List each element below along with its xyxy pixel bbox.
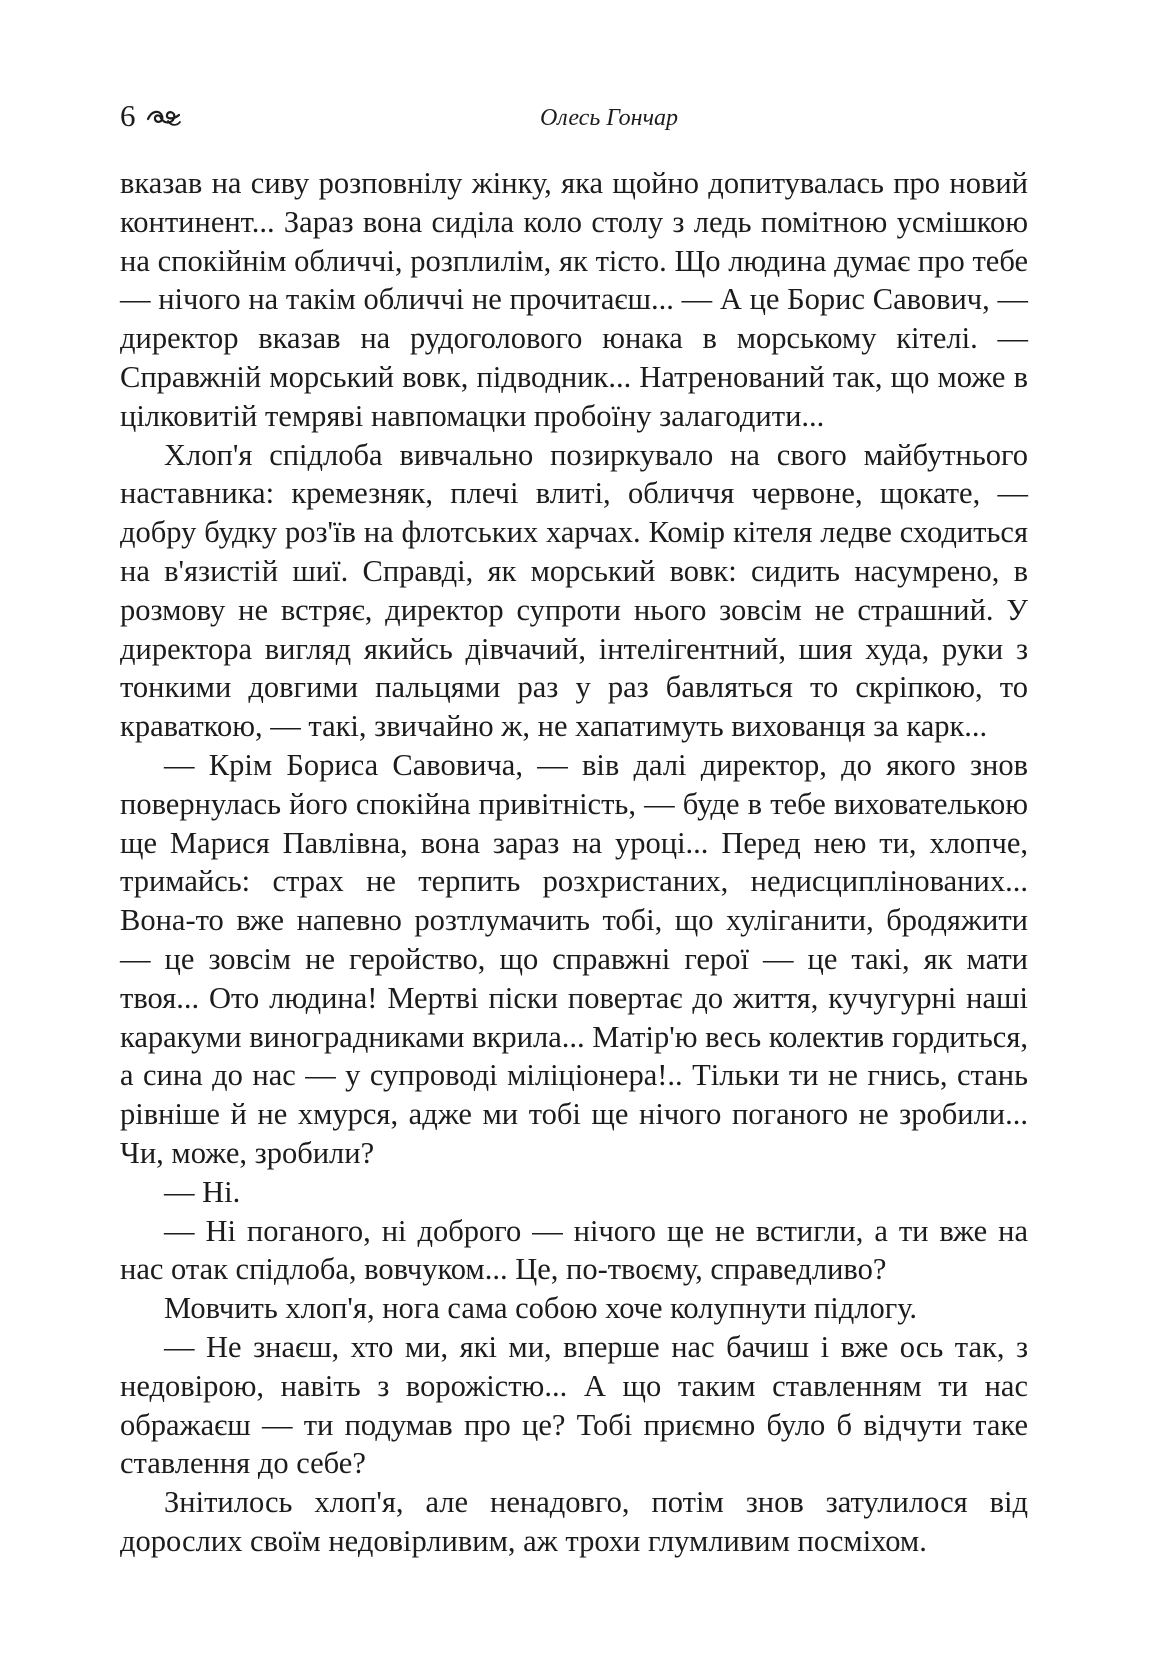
- paragraph-7: — Не знаєш, хто ми, які ми, вперше нас бачиш і вже ось так, з недовірою, навіть з ворожістю... А що таким ставленням ти нас ображаєш — ти подумав про це? Тобі приємно було б відчути таке ставлення до себе?: [120, 1329, 1028, 1481]
- paragraph-3: — Крім Бориса Савовича, — вів далі директор, до якого знов повернулась його спокійна привітність, — буде в тебе вихователькою ще Марися Павлівна, вона зараз на уроці... Перед нею ти, хлопче, тримайсь: страх не терпить розхристаних, недисциплінованих... Вона-то вже напевно розтлумачить тобі, що хуліганити, бродяжити — це зовсім не геройство, що справжні герої — це такі, як мати твоя... Ото людина! Мертві піски повертає до життя, кучугурні наші каракуми виноградниками вкрила... Матір'ю весь колектив гордиться, а сина до нас — у супроводі міліціонера!.. Тільки ти не гнись, стань рівніше й не хмурся, адже ми тобі ще нічого поганого не зробили... Чи, може, зробили?: [120, 747, 1028, 1170]
- page-text: [120, 164, 1028, 1561]
- paragraph-4: — Ні.: [164, 1174, 241, 1209]
- paragraph-6: Мовчить хлоп'я, нога сама собою хоче колупнути підлогу.: [164, 1291, 918, 1326]
- paragraph-2: Хлоп'я спідлоба вивчально позиркувало на свого майбутнього наставника: кремезняк, плечі влиті, обличчя червоне, щокате, — добру будку роз'їв на флотських харчах. Комір кітеля ледве сходиться на в'язистій шиї. Справді, як морський вовк: сидить насумрено, в розмову не встряє, директор супроти нього зовсім не страшний. У директора вигляд якийсь дівчачий, інтелігентний, шия худа, руки з тонкими довгими пальцями раз у раз бавляться то скріпкою, то краваткою, — такі, звичайно ж, не хапатимуть вихованця за карк...: [120, 437, 1028, 744]
- running-title: Олесь Гончар: [539, 105, 679, 131]
- running-head: [120, 96, 1028, 136]
- paragraph-8: Знітилось хлоп'я, але ненадовго, потім знов затулилося від дорослих своїм недовірливим, аж трохи глумливим посміхом.: [120, 1485, 1028, 1558]
- page-number: 6: [120, 98, 136, 133]
- paragraph-5: — Ні поганого, ні доброго — нічого ще не встигли, а ти вже на нас отак спідлоба, вовчуком... Це, по-твоєму, справедливо?: [120, 1213, 1028, 1287]
- paragraph-1: вказав на сиву розповнілу жінку, яка щойно допитувалась про новий континент... Зараз вона сиділа коло столу з ледь помітною усмішкою на спокійнім обличчі, розплилім, як тісто. Що людина думає про тебе — нічого на такім обличчі не прочитаєш... — А це Борис Савович, — директор вказав на рудоголового юнака в морському кітелі. — Справжній морський вовк, підводник... Натренований так, що може в цілковитій темряві навпомацки пробоїну залагодити...: [120, 166, 1028, 433]
